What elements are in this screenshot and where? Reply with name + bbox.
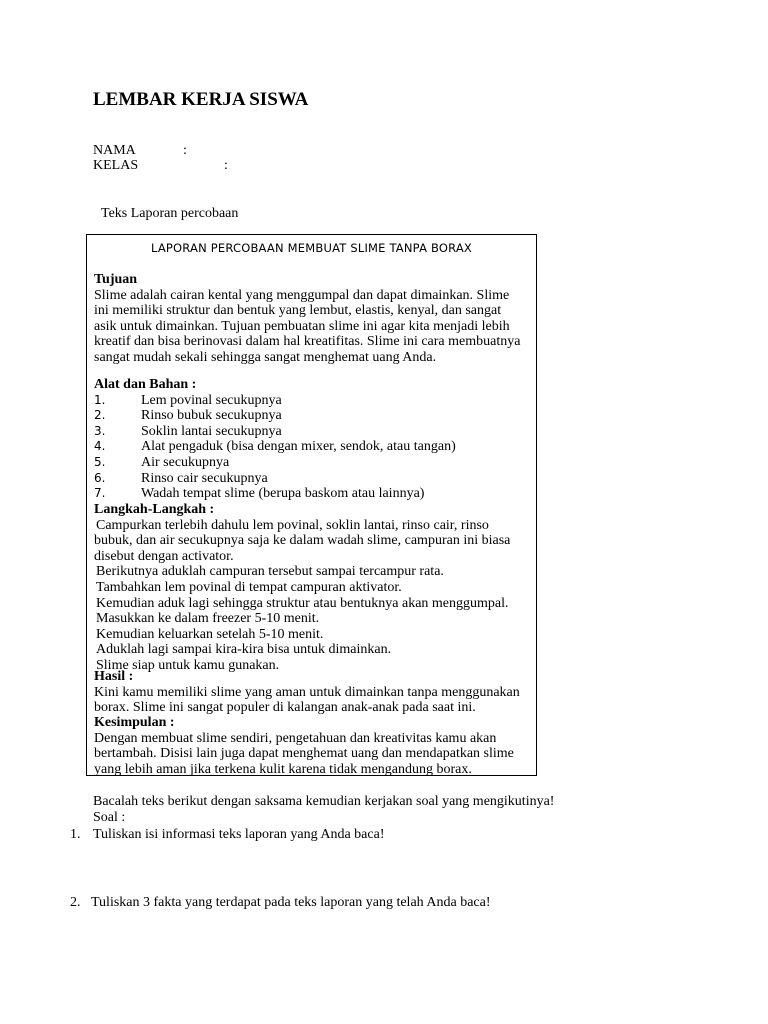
tujuan-title: Tujuan — [94, 272, 138, 287]
list-text: Air secukupnya — [141, 454, 230, 470]
hasil-section — [94, 669, 530, 716]
list-item — [94, 408, 530, 424]
class-field-colon: : — [224, 158, 228, 173]
name-field-label: NAMA — [93, 143, 136, 158]
class-field-label: KELAS — [93, 158, 139, 173]
langkah-line: Aduklah lagi sampai kira-kira bisa untuk dimainkan. — [96, 642, 392, 658]
question-number: 1. — [70, 827, 81, 842]
langkah-line: Kemudian keluarkan setelah 5-10 menit. — [96, 626, 324, 642]
kesimpulan-section — [94, 715, 530, 777]
langkah-line: Tambahkan lem povinal di tempat campuran aktivator. — [96, 579, 402, 595]
list-item — [94, 393, 530, 409]
instruction-text: Bacalah teks berikut dengan saksama kemudian kerjakan soal yang mengikutinya! — [93, 794, 555, 809]
question-number: 2. — [70, 895, 81, 910]
list-item — [94, 439, 530, 455]
list-text: Rinso cair secukupnya — [141, 470, 268, 486]
hasil-line: borax. Slime ini sangat populer di kalangan anak-anak pada saat ini. — [94, 700, 476, 716]
soal-label: Soal : — [93, 810, 126, 825]
alat-title: Alat dan Bahan : — [94, 377, 197, 392]
report-heading: LAPORAN PERCOBAAN MEMBUAT SLIME TANPA BORAX — [150, 241, 473, 255]
list-item — [94, 455, 530, 471]
tujuan-section — [94, 272, 530, 366]
question-text: Tuliskan isi informasi teks laporan yang Anda baca! — [93, 827, 385, 842]
list-number: 5. — [94, 454, 106, 469]
intro-label: Teks Laporan percobaan — [101, 206, 239, 221]
tujuan-line: asik untuk dimainkan. Tujuan pembuatan slime ini agar kita menjadi lebih — [94, 318, 510, 334]
list-text: Lem povinal secukupnya — [141, 392, 282, 408]
worksheet-title: LEMBAR KERJA SISWA — [93, 89, 309, 110]
langkah-section — [94, 502, 530, 674]
question-text: Tuliskan 3 fakta yang terdapat pada teks laporan yang telah Anda baca! — [91, 895, 491, 910]
list-item — [94, 471, 530, 487]
langkah-line: Kemudian aduk lagi sehingga struktur atau bentuknya akan menggumpal. — [96, 595, 509, 611]
tujuan-line: sangat mudah sekali sehingga sangat menghemat uang Anda. — [94, 349, 437, 365]
langkah-line: bubuk, dan air secukupnya saja ke dalam wadah slime, campuran ini biasa — [94, 533, 511, 549]
langkah-line: Masukkan ke dalam freezer 5-10 menit. — [96, 611, 320, 627]
list-text: Wadah tempat slime (berupa baskom atau lainnya) — [141, 486, 425, 502]
kesimpulan-line: yang lebih aman jika terkena kulit karena tidak mengandung borax. — [94, 761, 472, 777]
tujuan-line: kreatif dan bisa berinovasi dalam hal kreatifitas. Slime ini cara membuatnya — [94, 334, 521, 350]
langkah-line: Campurkan terlebih dahulu lem povinal, soklin lantai, rinso cair, rinso — [96, 517, 489, 533]
list-number: 2. — [94, 408, 106, 423]
langkah-line: Berikutnya aduklah campuran tersebut sampai tercampur rata. — [96, 564, 444, 580]
langkah-title: Langkah-Langkah : — [94, 502, 215, 517]
kesimpulan-line: bertambah. Disisi lain juga dapat menghemat uang dan mendapatkan slime — [94, 746, 514, 762]
list-item — [94, 424, 530, 440]
alat-section — [94, 377, 530, 502]
langkah-line: Slime siap untuk kamu gunakan. — [96, 657, 280, 673]
list-number: 3. — [94, 423, 106, 438]
kesimpulan-line: Dengan membuat slime sendiri, pengetahuan dan kreativitas kamu akan — [94, 730, 497, 746]
name-field-colon: : — [183, 143, 187, 158]
list-text: Alat pengaduk (bisa dengan mixer, sendok, atau tangan) — [141, 439, 456, 455]
hasil-line: Kini kamu memiliki slime yang aman untuk dimainkan tanpa menggunakan — [94, 684, 520, 700]
list-number: 4. — [94, 439, 106, 454]
report-box — [86, 234, 537, 776]
list-text: Rinso bubuk secukupnya — [141, 408, 282, 424]
list-number: 7. — [94, 486, 106, 501]
list-item — [94, 486, 530, 502]
list-number: 1. — [94, 392, 106, 407]
kesimpulan-title: Kesimpulan : — [94, 715, 175, 730]
list-number: 6. — [94, 470, 106, 485]
tujuan-line: Slime adalah cairan kental yang menggumpal dan dapat dimainkan. Slime — [94, 287, 510, 303]
tujuan-line: ini memiliki struktur dan bentuk yang lembut, elastis, kenyal, dan sangat — [94, 303, 502, 319]
list-text: Soklin lantai secukupnya — [141, 423, 282, 439]
langkah-line: disebut dengan activator. — [94, 548, 234, 564]
hasil-title: Hasil : — [94, 669, 134, 684]
